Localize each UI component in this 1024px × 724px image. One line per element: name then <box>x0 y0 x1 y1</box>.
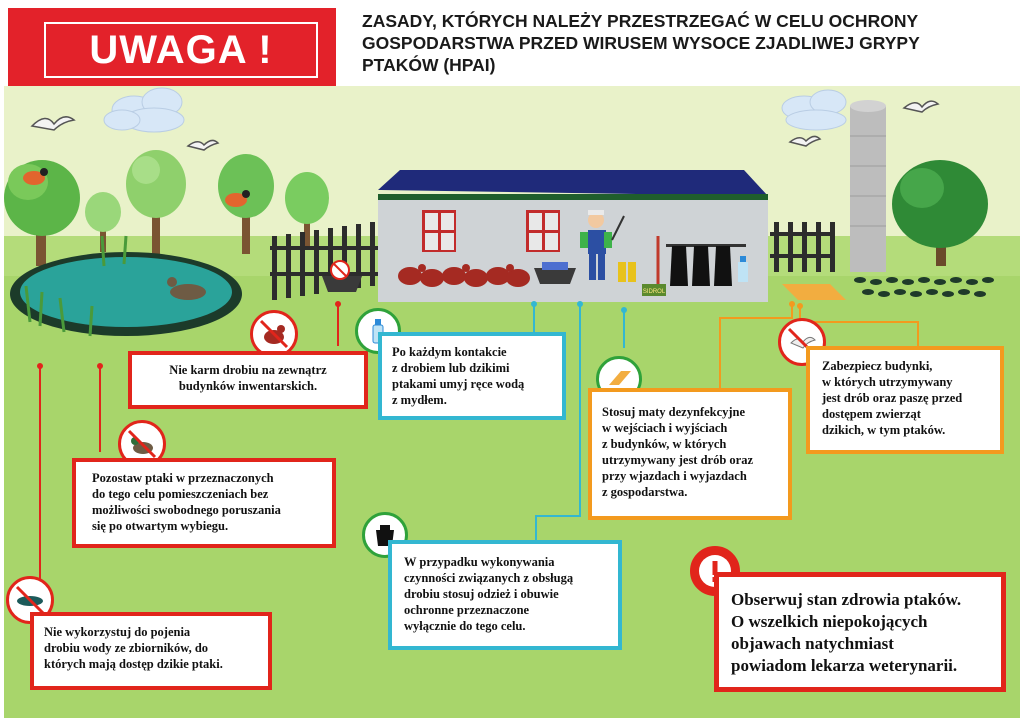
rule-secure-box <box>806 346 1004 454</box>
poster-title-line-3: PTAKÓW (HPAI) <box>362 55 496 75</box>
header-badge <box>8 8 336 86</box>
rule-feed-line-1: Nie karm drobiu na zewnątrz <box>169 363 327 377</box>
rule-wash-line-1: Po każdym kontakcie <box>392 345 507 359</box>
rule-mats-line-5: przy wjazdach i wyjazdach <box>602 469 747 483</box>
rule-health-line-1: Obserwuj stan zdrowia ptaków. <box>731 590 962 609</box>
disinfectant-sack <box>642 284 666 296</box>
poster-title-line-2: GOSPODARSTWA PRZED WIRUSEM WYSOCE ZJADLIWEJ GRYPY <box>362 33 920 53</box>
rule-clothes-line-4: ochronne przeznaczone <box>404 603 530 617</box>
rule-water-line-3: których mają dostęp dzikie ptaki. <box>44 657 223 671</box>
rule-health-line-2: O wszelkich niepokojących <box>731 612 928 631</box>
rule-feed-box <box>128 351 368 409</box>
rule-wash-line-4: z mydłem. <box>392 393 447 407</box>
rule-wash-line-3: ptakami umyj ręce wodą <box>392 377 525 391</box>
rule-wash-line-2: z drobiem lub dzikimi <box>392 361 510 375</box>
rule-clothes-line-1: W przypadku wykonywania <box>404 555 555 569</box>
rule-secure-line-2: w których utrzymywany <box>822 375 953 389</box>
rule-house-line-1: Pozostaw ptaki w przeznaczonych <box>92 471 274 485</box>
rule-house-line-3: możliwości swobodnego poruszania <box>92 503 281 517</box>
sack-label: SIDROL <box>642 289 666 295</box>
rule-clothes-line-2: czynności związanych z obsługą <box>404 571 574 585</box>
rule-feed-line-2: budynków inwentarskich. <box>178 379 318 393</box>
rule-water-box <box>30 612 272 690</box>
rule-clothes-line-5: wyłącznie do tego celu. <box>404 619 526 633</box>
barn-window-left <box>422 210 456 252</box>
rule-water-line-1: Nie wykorzystuj do pojenia <box>44 625 191 639</box>
barn <box>378 170 768 302</box>
rule-house-line-4: się po otwartym wybiegu. <box>92 519 229 533</box>
rule-secure-line-1: Zabezpiecz budynki, <box>822 359 933 373</box>
rule-house-line-2: do tego celu pomieszczeniach bez <box>92 487 269 501</box>
rule-clothes-line-3: drobiu stosuj odzież i obuwie <box>404 587 559 601</box>
rule-health-line-4: powiadom lekarza weterynarii. <box>731 656 958 675</box>
rule-house-box <box>72 458 336 548</box>
header-badge-label: UWAGA ! <box>44 22 318 78</box>
poster-title <box>362 10 1002 76</box>
silo <box>850 100 886 272</box>
rule-mats-line-2: w wejściach i wyjściach <box>602 421 728 435</box>
rule-health-line-3: objawach natychmiast <box>731 634 894 653</box>
rule-secure-line-5: dzikich, w tym ptaków. <box>822 423 946 437</box>
duck-icon <box>170 284 206 300</box>
rule-mats-box <box>588 388 792 520</box>
barn-window-right <box>526 210 560 252</box>
rule-secure-line-4: dostępem zwierząt <box>822 407 921 421</box>
rule-wash-box <box>378 332 566 420</box>
rule-health-box <box>714 572 1006 692</box>
rule-mats-line-3: z budynków, w których <box>602 437 727 451</box>
rule-clothes-box <box>388 540 622 650</box>
poster-title-line-1: ZASADY, KTÓRYCH NALEŻY PRZESTRZEGAĆ W CELU OCHRONY <box>362 11 919 31</box>
rule-mats-line-1: Stosuj maty dezynfekcyjne <box>602 405 746 419</box>
rule-mats-line-6: z gospodarstwa. <box>602 485 688 499</box>
rule-water-line-2: drobiu wody ze zbiorników, do <box>44 641 209 655</box>
rule-mats-line-4: utrzymywany jest drób oraz <box>602 453 754 467</box>
rule-secure-line-3: jest drób oraz paszę przed <box>822 391 963 405</box>
